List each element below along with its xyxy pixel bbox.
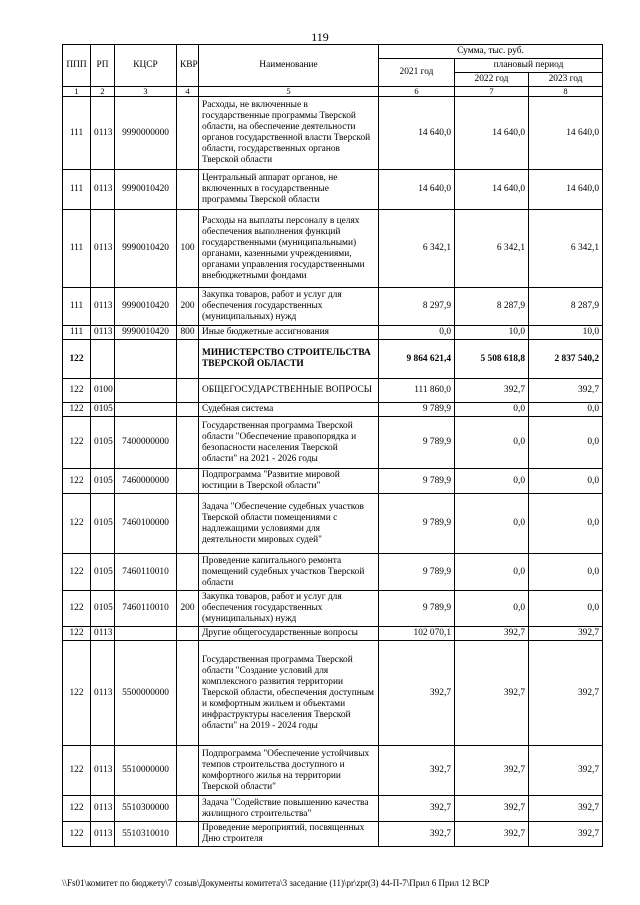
cell-kcsr: 9990010420 bbox=[115, 326, 177, 340]
cell-2021: 9 789,9 bbox=[379, 591, 455, 627]
cell-2022: 0,0 bbox=[455, 469, 529, 494]
table-row bbox=[63, 340, 603, 379]
cell-kcsr: 7460100000 bbox=[115, 494, 177, 554]
cell-kvr: 200 bbox=[177, 591, 199, 627]
cell-kvr bbox=[177, 627, 199, 641]
cell-2021: 14 640,0 bbox=[379, 170, 455, 210]
budget-table bbox=[62, 44, 603, 847]
cell-rp: 0105 bbox=[91, 403, 115, 417]
header-year-2023: 2023 год bbox=[529, 73, 603, 87]
cell-rp: 0113 bbox=[91, 627, 115, 641]
cell-2023: 0,0 bbox=[529, 494, 603, 554]
cell-2023: 8 287,9 bbox=[529, 288, 603, 326]
cell-kcsr bbox=[115, 627, 177, 641]
cell-2021: 392,7 bbox=[379, 641, 455, 746]
cell-2023: 392,7 bbox=[529, 822, 603, 847]
cell-name: Подпрограмма "Обеспечение устойчивых темпов строительства доступного и комфортного жилья на территории Тверской области" bbox=[199, 746, 379, 796]
cell-rp: 0105 bbox=[91, 591, 115, 627]
table-row bbox=[63, 417, 603, 469]
cell-2022: 0,0 bbox=[455, 554, 529, 591]
cell-2022: 14 640,0 bbox=[455, 170, 529, 210]
cell-2022: 392,7 bbox=[455, 746, 529, 796]
table-row bbox=[63, 822, 603, 847]
cell-name: МИНИСТЕРСТВО СТРОИТЕЛЬСТВА ТВЕРСКОЙ ОБЛАСТИ bbox=[199, 340, 379, 379]
cell-2021: 9 789,9 bbox=[379, 554, 455, 591]
cell-kcsr: 5510300000 bbox=[115, 796, 177, 822]
cell-2023: 0,0 bbox=[529, 469, 603, 494]
cell-kvr bbox=[177, 403, 199, 417]
cell-kcsr bbox=[115, 379, 177, 403]
cell-rp: 0113 bbox=[91, 170, 115, 210]
cell-2022: 8 287,9 bbox=[455, 288, 529, 326]
cell-name: ОБЩЕГОСУДАРСТВЕННЫЕ ВОПРОСЫ bbox=[199, 379, 379, 403]
col-number: 1 bbox=[63, 87, 91, 97]
cell-name: Судебная система bbox=[199, 403, 379, 417]
header-name: Наименование bbox=[199, 45, 379, 87]
cell-2021: 14 640,0 bbox=[379, 97, 455, 170]
cell-rp: 0105 bbox=[91, 554, 115, 591]
cell-2021: 6 342,1 bbox=[379, 210, 455, 288]
header-year-2022: 2022 год bbox=[455, 73, 529, 87]
cell-name: Подпрограмма "Развитие мировой юстиции в Тверской области" bbox=[199, 469, 379, 494]
cell-name: Центральный аппарат органов, не включенных в государственные программы Тверской области bbox=[199, 170, 379, 210]
cell-name: Проведение капитального ремонта помещений судебных участков Тверской области bbox=[199, 554, 379, 591]
cell-kvr bbox=[177, 746, 199, 796]
cell-2022: 0,0 bbox=[455, 403, 529, 417]
cell-2023: 392,7 bbox=[529, 746, 603, 796]
cell-2021: 392,7 bbox=[379, 796, 455, 822]
cell-ppp: 122 bbox=[63, 379, 91, 403]
cell-kcsr: 9990010420 bbox=[115, 210, 177, 288]
col-number: 4 bbox=[177, 87, 199, 97]
cell-name: Государственная программа Тверской области "Создание условий для комплексного развития территории Тверской области, обеспечения доступным и комфортным жильем и объектами инфраструктуры населения Тверской области" на 2019 - 2024 годы bbox=[199, 641, 379, 746]
cell-kcsr: 9990010420 bbox=[115, 288, 177, 326]
cell-2021: 392,7 bbox=[379, 746, 455, 796]
cell-kcsr bbox=[115, 340, 177, 379]
cell-kvr bbox=[177, 641, 199, 746]
cell-kcsr: 5500000000 bbox=[115, 641, 177, 746]
col-number: 8 bbox=[529, 87, 603, 97]
cell-kcsr: 7460110010 bbox=[115, 554, 177, 591]
cell-kvr bbox=[177, 97, 199, 170]
col-number: 5 bbox=[199, 87, 379, 97]
header-year-2021: 2021 год bbox=[379, 59, 455, 87]
cell-ppp: 122 bbox=[63, 627, 91, 641]
cell-name: Другие общегосударственные вопросы bbox=[199, 627, 379, 641]
cell-rp: 0113 bbox=[91, 97, 115, 170]
cell-kcsr: 5510310010 bbox=[115, 822, 177, 847]
cell-ppp: 122 bbox=[63, 746, 91, 796]
cell-2023: 0,0 bbox=[529, 403, 603, 417]
header-rp: РП bbox=[91, 45, 115, 87]
cell-name: Закупка товаров, работ и услуг для обеспечения государственных (муниципальных) нужд bbox=[199, 288, 379, 326]
cell-ppp: 122 bbox=[63, 403, 91, 417]
cell-ppp: 122 bbox=[63, 469, 91, 494]
cell-rp bbox=[91, 340, 115, 379]
cell-ppp: 111 bbox=[63, 288, 91, 326]
cell-2023: 0,0 bbox=[529, 417, 603, 469]
cell-2023: 392,7 bbox=[529, 796, 603, 822]
table-row bbox=[63, 288, 603, 326]
table-row bbox=[63, 379, 603, 403]
cell-kcsr: 7460110010 bbox=[115, 591, 177, 627]
cell-2023: 392,7 bbox=[529, 379, 603, 403]
cell-rp: 0105 bbox=[91, 417, 115, 469]
cell-2021: 8 297,9 bbox=[379, 288, 455, 326]
cell-kvr bbox=[177, 796, 199, 822]
cell-2022: 0,0 bbox=[455, 591, 529, 627]
table-row bbox=[63, 627, 603, 641]
cell-rp: 0105 bbox=[91, 469, 115, 494]
table-row bbox=[63, 170, 603, 210]
cell-ppp: 122 bbox=[63, 796, 91, 822]
cell-kcsr: 7400000000 bbox=[115, 417, 177, 469]
cell-2023: 0,0 bbox=[529, 591, 603, 627]
header-sum: Сумма, тыс. руб. bbox=[379, 45, 603, 59]
cell-kcsr: 9990000000 bbox=[115, 97, 177, 170]
cell-2021: 392,7 bbox=[379, 822, 455, 847]
cell-2023: 10,0 bbox=[529, 326, 603, 340]
cell-2022: 392,7 bbox=[455, 822, 529, 847]
table-row bbox=[63, 494, 603, 554]
cell-2022: 0,0 bbox=[455, 494, 529, 554]
cell-name: Закупка товаров, работ и услуг для обеспечения государственных (муниципальных) нужд bbox=[199, 591, 379, 627]
cell-name: Проведение мероприятий, посвященных Дню строителя bbox=[199, 822, 379, 847]
table-row bbox=[63, 554, 603, 591]
cell-2023: 0,0 bbox=[529, 554, 603, 591]
col-number: 6 bbox=[379, 87, 455, 97]
cell-rp: 0113 bbox=[91, 746, 115, 796]
table-row bbox=[63, 403, 603, 417]
cell-2023: 2 837 540,2 bbox=[529, 340, 603, 379]
cell-2021: 102 070,1 bbox=[379, 627, 455, 641]
cell-ppp: 122 bbox=[63, 494, 91, 554]
table-row bbox=[63, 326, 603, 340]
table-row bbox=[63, 641, 603, 746]
cell-ppp: 122 bbox=[63, 591, 91, 627]
cell-2021: 9 864 621,4 bbox=[379, 340, 455, 379]
cell-kvr bbox=[177, 417, 199, 469]
cell-name: Задача "Обеспечение судебных участков Тверской области помещениями с надлежащими условиями для деятельности мировых судей" bbox=[199, 494, 379, 554]
cell-kcsr: 9990010420 bbox=[115, 170, 177, 210]
cell-2022: 392,7 bbox=[455, 627, 529, 641]
cell-2021: 9 789,9 bbox=[379, 403, 455, 417]
header-kvr: КВР bbox=[177, 45, 199, 87]
column-numbers-row bbox=[63, 87, 603, 97]
page-number: 119 bbox=[311, 30, 329, 44]
cell-2023: 392,7 bbox=[529, 627, 603, 641]
cell-kvr bbox=[177, 494, 199, 554]
cell-2023: 14 640,0 bbox=[529, 170, 603, 210]
cell-kvr bbox=[177, 379, 199, 403]
cell-name: Иные бюджетные ассигнования bbox=[199, 326, 379, 340]
cell-2021: 9 789,9 bbox=[379, 469, 455, 494]
cell-ppp: 111 bbox=[63, 170, 91, 210]
table-row bbox=[63, 746, 603, 796]
cell-2023: 14 640,0 bbox=[529, 97, 603, 170]
cell-2022: 6 342,1 bbox=[455, 210, 529, 288]
cell-ppp: 111 bbox=[63, 326, 91, 340]
header-ppp: ППП bbox=[63, 45, 91, 87]
header-planned-period: плановый период bbox=[455, 59, 603, 73]
cell-2022: 14 640,0 bbox=[455, 97, 529, 170]
cell-2021: 111 860,0 bbox=[379, 379, 455, 403]
table-row bbox=[63, 796, 603, 822]
table-row bbox=[63, 469, 603, 494]
header-kcsr: КЦСР bbox=[115, 45, 177, 87]
file-path-footer: \\Fs01\комитет по бюджету\7 созыв\Документы комитета\3 заседание (11)\pr\zpr(3) 44-П-7\Прил 6 Прил 12 ВСР bbox=[62, 878, 490, 888]
cell-kvr: 800 bbox=[177, 326, 199, 340]
cell-rp: 0100 bbox=[91, 379, 115, 403]
cell-ppp: 122 bbox=[63, 417, 91, 469]
cell-kvr bbox=[177, 170, 199, 210]
cell-name: Расходы, не включенные в государственные программы Тверской области, на обеспечение деятельности органов государственной власти Тверской области, государственных органов Тверской области bbox=[199, 97, 379, 170]
cell-2022: 0,0 bbox=[455, 417, 529, 469]
cell-2022: 392,7 bbox=[455, 379, 529, 403]
col-number: 2 bbox=[91, 87, 115, 97]
cell-rp: 0113 bbox=[91, 796, 115, 822]
cell-2022: 5 508 618,8 bbox=[455, 340, 529, 379]
cell-kvr bbox=[177, 469, 199, 494]
cell-2022: 10,0 bbox=[455, 326, 529, 340]
cell-2023: 6 342,1 bbox=[529, 210, 603, 288]
cell-kvr bbox=[177, 340, 199, 379]
cell-2021: 9 789,9 bbox=[379, 494, 455, 554]
cell-name: Государственная программа Тверской области "Обеспечение правопорядка и безопасности населения Тверской области" на 2021 - 2026 годы bbox=[199, 417, 379, 469]
cell-rp: 0105 bbox=[91, 494, 115, 554]
table-row bbox=[63, 97, 603, 170]
cell-rp: 0113 bbox=[91, 326, 115, 340]
cell-kcsr: 5510000000 bbox=[115, 746, 177, 796]
cell-kvr: 100 bbox=[177, 210, 199, 288]
cell-rp: 0113 bbox=[91, 822, 115, 847]
cell-ppp: 122 bbox=[63, 554, 91, 591]
cell-rp: 0113 bbox=[91, 641, 115, 746]
cell-2021: 9 789,9 bbox=[379, 417, 455, 469]
cell-2021: 0,0 bbox=[379, 326, 455, 340]
table-row bbox=[63, 591, 603, 627]
cell-kcsr: 7460000000 bbox=[115, 469, 177, 494]
table-row bbox=[63, 210, 603, 288]
cell-kvr bbox=[177, 822, 199, 847]
cell-ppp: 122 bbox=[63, 340, 91, 379]
cell-rp: 0113 bbox=[91, 288, 115, 326]
cell-kvr bbox=[177, 554, 199, 591]
cell-kvr: 200 bbox=[177, 288, 199, 326]
cell-ppp: 111 bbox=[63, 97, 91, 170]
cell-2022: 392,7 bbox=[455, 796, 529, 822]
col-number: 3 bbox=[115, 87, 177, 97]
cell-ppp: 111 bbox=[63, 210, 91, 288]
cell-ppp: 122 bbox=[63, 641, 91, 746]
cell-ppp: 122 bbox=[63, 822, 91, 847]
cell-2022: 392,7 bbox=[455, 641, 529, 746]
cell-name: Расходы на выплаты персоналу в целях обеспечения выполнения функций государственными (муниципальными) органами, казенными учреждениями, органами управления государственными внебюджетными фондами bbox=[199, 210, 379, 288]
cell-kcsr bbox=[115, 403, 177, 417]
cell-rp: 0113 bbox=[91, 210, 115, 288]
col-number: 7 bbox=[455, 87, 529, 97]
cell-name: Задача "Содействие повышению качества жилищного строительства" bbox=[199, 796, 379, 822]
cell-2023: 392,7 bbox=[529, 641, 603, 746]
